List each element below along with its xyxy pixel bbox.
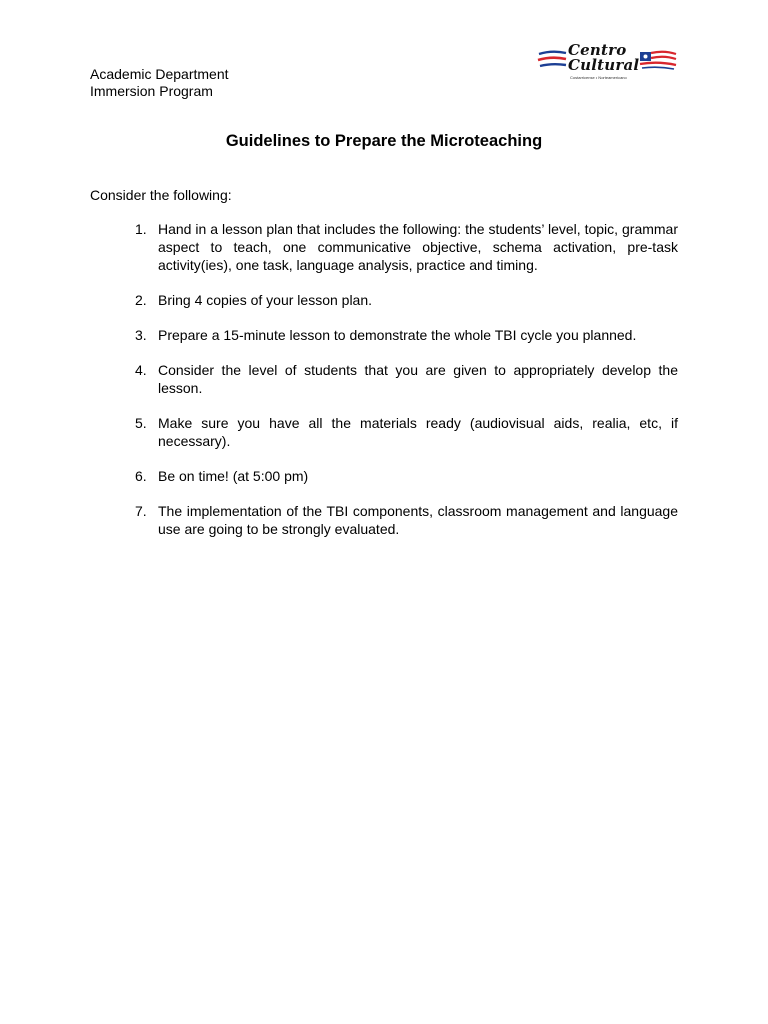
list-item-text: Consider the level of students that you are given to appropriately develop the lesson. [158, 362, 678, 396]
guidelines-list [130, 220, 678, 555]
list-item [130, 361, 678, 397]
list-item [130, 467, 678, 485]
list-item-text: Prepare a 15-minute lesson to demonstrate the whole TBI cycle you planned. [158, 327, 637, 343]
list-item [130, 502, 678, 538]
list-item [130, 291, 678, 309]
list-item-number: 6. [135, 468, 147, 484]
list-item-number: 3. [135, 327, 147, 343]
logo-tagline: Costarricense • Norteamericano [570, 75, 627, 80]
document-title: Guidelines to Prepare the Microteaching [225, 132, 543, 150]
list-item [130, 414, 678, 450]
list-item-text: Hand in a lesson plan that includes the following: the students’ level, topic, grammar aspect to teach, one communicative objective, schema activation, pre-task activity(ies), one task, language analysis, practice and timing. [158, 221, 678, 273]
document-header [90, 66, 229, 100]
department-label: Academic Department [90, 66, 229, 82]
list-item-text: Bring 4 copies of your lesson plan. [158, 292, 373, 308]
list-item [130, 326, 678, 344]
logo-wordmark [568, 43, 639, 73]
centro-cultural-logo [536, 41, 678, 84]
logo-line-1: Centro [568, 41, 627, 59]
list-item-number: 7. [135, 503, 147, 519]
intro-text: Consider the following: [90, 187, 232, 203]
list-item-text: The implementation of the TBI components, classroom management and language use are going to be strongly evaluated. [158, 503, 678, 537]
list-item-number: 4. [135, 362, 147, 378]
list-item-number: 1. [135, 221, 147, 237]
program-label: Immersion Program [90, 83, 213, 99]
list-item-number: 2. [135, 292, 147, 308]
list-item [130, 220, 678, 274]
list-item-text: Be on time! (at 5:00 pm) [158, 468, 309, 484]
list-item-number: 5. [135, 415, 147, 431]
logo-line-2: Cultural [568, 56, 640, 74]
list-item-text: Make sure you have all the materials ready (audiovisual aids, realia, etc, if necessary). [158, 415, 678, 449]
